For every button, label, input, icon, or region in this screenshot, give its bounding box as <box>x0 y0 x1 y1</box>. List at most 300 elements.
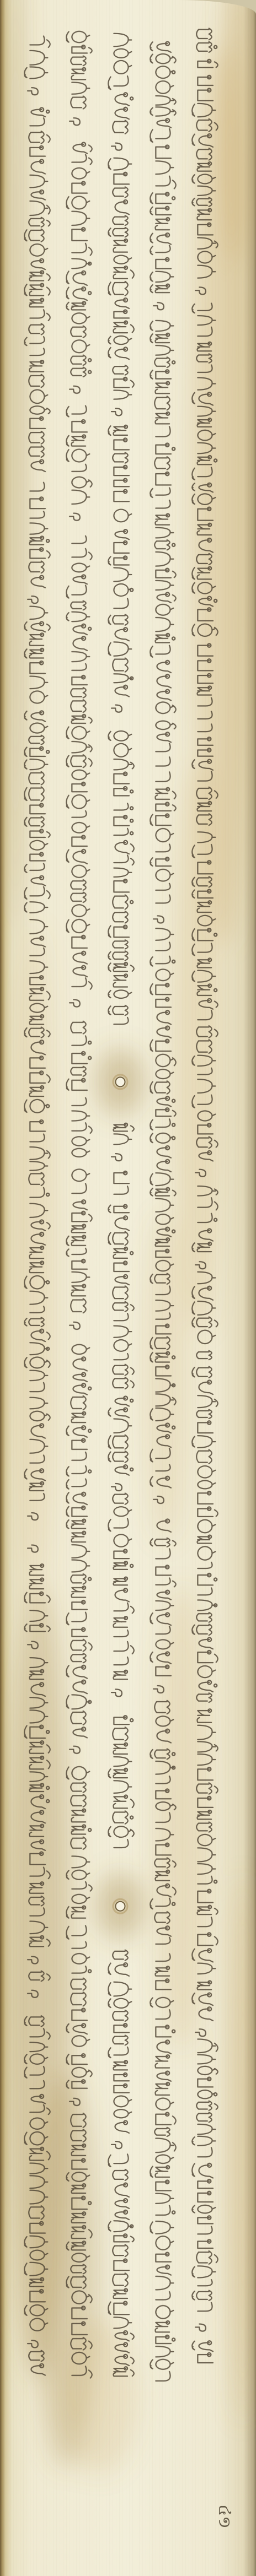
script-glyph <box>108 1451 128 1463</box>
script-glyph <box>113 215 128 225</box>
script-glyph <box>114 1642 134 1654</box>
script-glyph <box>113 2273 128 2286</box>
script-glyph <box>114 49 131 58</box>
script-glyph <box>114 510 131 522</box>
script-glyph <box>113 1561 133 1570</box>
punctuation-khan <box>195 2324 206 2331</box>
script-glyph <box>30 841 47 850</box>
script-glyph <box>66 795 89 809</box>
script-glyph <box>156 1199 173 1212</box>
punctuation-khan <box>70 118 80 125</box>
punctuation-khan <box>111 143 122 150</box>
script-glyph <box>198 2227 212 2234</box>
script-glyph <box>113 2035 128 2045</box>
script-glyph <box>156 2138 175 2152</box>
script-glyph <box>156 2306 173 2318</box>
script-glyph <box>156 528 173 538</box>
script-glyph <box>115 2120 129 2133</box>
script-glyph <box>155 2082 169 2095</box>
script-glyph <box>113 1493 128 1504</box>
script-glyph <box>114 1313 128 1321</box>
script-glyph <box>72 181 87 193</box>
script-glyph <box>113 2288 127 2298</box>
script-glyph <box>157 2265 170 2275</box>
script-glyph <box>115 1465 133 1475</box>
punctuation-khan <box>70 1322 80 1329</box>
script-glyph <box>114 466 129 475</box>
script-glyph <box>150 814 171 825</box>
script-glyph <box>113 895 133 909</box>
script-glyph <box>114 377 134 387</box>
script-glyph <box>66 1079 87 1090</box>
script-glyph <box>150 192 175 203</box>
script-glyph <box>114 390 131 399</box>
script-glyph <box>71 892 86 902</box>
script-glyph <box>115 107 129 119</box>
script-glyph <box>31 160 45 174</box>
script-glyph <box>108 76 128 89</box>
script-glyph <box>113 1795 134 1809</box>
script-glyph <box>72 1111 89 1121</box>
script-glyph <box>24 864 44 873</box>
script-glyph <box>114 541 129 553</box>
script-glyph <box>72 822 89 833</box>
script-glyph <box>114 759 134 770</box>
script-glyph <box>156 2155 173 2163</box>
script-glyph <box>72 1149 89 1157</box>
script-glyph <box>72 313 89 323</box>
script-glyph <box>72 905 89 916</box>
stain <box>229 1873 256 2424</box>
script-glyph <box>150 42 171 52</box>
script-glyph <box>197 1535 211 1544</box>
script-glyph <box>115 1397 133 1406</box>
script-glyph <box>114 1419 131 1433</box>
script-glyph <box>73 1727 87 1738</box>
script-glyph <box>30 416 45 428</box>
script-glyph <box>192 1436 215 1448</box>
script-glyph <box>29 375 44 387</box>
script-glyph <box>66 1466 91 1476</box>
punctuation-khan <box>153 916 164 923</box>
script-glyph <box>73 636 87 651</box>
script-glyph <box>198 1546 215 1560</box>
script-glyph <box>71 1412 86 1422</box>
script-glyph <box>156 1549 170 1558</box>
script-glyph <box>108 425 127 435</box>
script-glyph <box>156 2253 171 2262</box>
script-glyph <box>155 2055 169 2068</box>
script-glyph <box>150 1081 170 1094</box>
script-glyph <box>30 829 50 837</box>
script-glyph <box>30 389 47 403</box>
script-glyph <box>157 1590 170 1600</box>
script-glyph <box>114 1326 131 1338</box>
script-glyph <box>108 614 128 625</box>
punctuation-khan <box>28 596 38 603</box>
script-glyph <box>114 1340 131 1351</box>
script-glyph <box>71 1298 86 1313</box>
script-glyph <box>71 326 86 338</box>
script-glyph <box>72 1123 92 1133</box>
script-glyph <box>150 233 171 244</box>
script-glyph <box>150 857 171 866</box>
string-hole <box>116 1902 125 1911</box>
punctuation-khan <box>111 1484 122 1491</box>
script-glyph <box>157 1096 175 1106</box>
script-glyph <box>192 2341 213 2351</box>
script-glyph <box>114 1018 128 1024</box>
script-glyph <box>150 333 169 343</box>
script-glyph <box>24 816 44 827</box>
script-glyph <box>196 42 217 52</box>
script-glyph <box>72 564 89 572</box>
script-glyph <box>66 1612 86 1625</box>
manuscript-line <box>150 42 176 2381</box>
script-glyph <box>30 607 47 619</box>
script-glyph <box>150 1133 175 1143</box>
punctuation-khan <box>153 302 164 310</box>
script-glyph <box>114 1534 131 1546</box>
script-glyph <box>157 118 170 127</box>
script-glyph <box>157 1026 170 1038</box>
script-glyph <box>114 1781 131 1793</box>
script-glyph <box>108 2047 128 2058</box>
script-glyph <box>157 1146 170 1158</box>
script-glyph <box>108 1519 128 1531</box>
script-glyph <box>154 540 175 550</box>
script-glyph <box>72 2009 87 2021</box>
script-glyph <box>196 1612 212 1622</box>
script-glyph <box>66 919 89 933</box>
script-glyph <box>113 120 128 133</box>
script-glyph <box>157 593 175 603</box>
stain <box>154 1587 210 2049</box>
script-glyph <box>24 746 49 756</box>
script-glyph <box>71 1653 86 1663</box>
script-glyph <box>30 691 47 703</box>
script-glyph <box>198 2353 213 2363</box>
script-glyph <box>192 2205 215 2214</box>
script-glyph <box>198 2239 213 2248</box>
script-glyph <box>113 2060 127 2070</box>
script-glyph <box>157 661 170 673</box>
script-glyph <box>198 1573 217 1585</box>
script-glyph <box>115 200 129 214</box>
script-glyph <box>199 1380 212 1394</box>
script-glyph <box>72 1600 87 1609</box>
script-glyph <box>157 674 170 688</box>
script-glyph <box>156 258 171 269</box>
script-glyph <box>157 2040 170 2054</box>
stain <box>143 1212 188 1543</box>
script-glyph <box>156 969 173 981</box>
script-glyph <box>156 2335 175 2344</box>
script-glyph <box>156 2194 173 2204</box>
script-glyph <box>108 556 129 565</box>
script-glyph <box>114 2109 131 2118</box>
script-glyph <box>30 483 44 491</box>
script-glyph <box>29 536 49 544</box>
script-glyph <box>66 849 87 864</box>
script-glyph <box>150 1119 175 1130</box>
script-glyph <box>31 107 49 116</box>
script-glyph <box>198 2077 213 2087</box>
script-glyph <box>114 674 133 683</box>
script-glyph <box>31 876 45 886</box>
script-glyph <box>66 435 86 446</box>
script-glyph <box>72 1942 86 1949</box>
script-glyph <box>108 1005 128 1015</box>
script-glyph <box>72 675 87 685</box>
script-glyph <box>71 1285 86 1296</box>
script-glyph <box>156 472 171 485</box>
script-glyph <box>157 690 170 701</box>
script-glyph <box>72 1452 86 1460</box>
script-glyph <box>198 75 213 85</box>
script-glyph <box>71 688 86 698</box>
script-glyph <box>113 911 128 923</box>
script-glyph <box>114 1715 133 1724</box>
script-glyph <box>114 787 133 795</box>
script-glyph <box>150 107 176 116</box>
script-glyph <box>108 1826 134 1837</box>
script-glyph <box>113 940 128 949</box>
script-glyph <box>156 757 170 766</box>
script-glyph <box>198 1421 213 1433</box>
script-glyph <box>29 360 44 372</box>
script-glyph <box>66 196 89 209</box>
script-glyph <box>24 284 50 296</box>
script-glyph <box>108 1435 128 1449</box>
script-glyph <box>73 1680 87 1694</box>
script-glyph <box>115 2183 129 2197</box>
script-glyph <box>156 844 170 852</box>
script-glyph <box>72 82 89 94</box>
script-glyph <box>72 2036 89 2046</box>
script-glyph <box>73 575 87 584</box>
script-glyph <box>150 207 171 215</box>
script-glyph <box>198 2147 212 2157</box>
script-glyph <box>156 2113 175 2125</box>
script-glyph <box>73 1200 87 1210</box>
punctuation-khan <box>28 88 38 95</box>
script-glyph <box>66 450 89 462</box>
script-glyph <box>198 2216 213 2223</box>
script-glyph <box>198 1330 215 1344</box>
page-number: ៤១ <box>215 2504 234 2529</box>
script-glyph <box>114 803 133 810</box>
script-glyph <box>198 1562 212 1568</box>
script-glyph <box>108 951 128 960</box>
script-glyph <box>108 347 129 359</box>
script-glyph <box>108 731 131 741</box>
script-glyph <box>71 355 91 366</box>
script-glyph <box>72 782 87 792</box>
script-glyph <box>155 412 169 424</box>
script-glyph <box>29 218 50 227</box>
script-glyph <box>156 2180 171 2191</box>
script-glyph <box>71 1837 86 1849</box>
script-glyph <box>30 51 47 65</box>
script-glyph <box>31 460 45 472</box>
script-glyph <box>30 661 45 673</box>
script-glyph <box>24 229 44 242</box>
script-glyph <box>192 2136 215 2146</box>
script-glyph <box>150 370 171 378</box>
script-glyph <box>156 743 170 751</box>
script-glyph <box>155 514 169 525</box>
script-glyph <box>115 1216 129 1230</box>
script-glyph <box>156 721 175 729</box>
script-glyph <box>154 396 170 410</box>
script-glyph <box>30 497 45 508</box>
script-glyph <box>150 54 176 63</box>
script-glyph <box>196 2101 218 2110</box>
script-glyph <box>114 2023 129 2032</box>
script-glyph <box>72 1036 91 1045</box>
script-glyph <box>196 28 212 40</box>
script-glyph <box>113 1670 127 1679</box>
script-glyph <box>66 612 89 622</box>
script-glyph <box>156 443 175 454</box>
script-glyph <box>114 2317 131 2328</box>
script-glyph <box>156 96 175 105</box>
script-glyph <box>113 1950 128 1961</box>
script-glyph <box>72 1882 92 1891</box>
script-glyph <box>72 1953 89 1964</box>
script-glyph <box>113 1302 134 1312</box>
punctuation-khan <box>111 1689 122 1696</box>
script-glyph <box>30 511 44 518</box>
script-glyph <box>108 228 128 237</box>
script-glyph <box>72 340 89 353</box>
script-glyph <box>114 815 133 826</box>
script-glyph <box>156 66 175 78</box>
script-glyph <box>156 176 175 189</box>
script-glyph <box>31 576 45 588</box>
script-glyph <box>114 256 131 264</box>
script-glyph <box>150 2221 173 2234</box>
script-glyph <box>66 727 89 739</box>
script-glyph <box>198 1395 217 1408</box>
script-glyph <box>108 1963 129 1976</box>
script-glyph <box>108 1205 129 1213</box>
script-glyph <box>24 67 47 78</box>
script-glyph <box>71 68 86 80</box>
script-glyph <box>114 61 131 74</box>
script-glyph <box>72 1259 87 1269</box>
script-glyph <box>30 348 44 355</box>
script-glyph <box>72 228 87 241</box>
script-glyph <box>113 1123 134 1132</box>
string-hole <box>116 1077 125 1086</box>
script-glyph <box>72 549 92 560</box>
script-glyph <box>66 1479 86 1489</box>
script-glyph <box>113 266 134 279</box>
script-glyph <box>113 365 128 375</box>
script-glyph <box>150 956 175 966</box>
script-glyph <box>71 1396 86 1410</box>
script-glyph <box>156 581 173 590</box>
script-glyph <box>72 1628 87 1637</box>
script-glyph <box>113 1743 127 1754</box>
script-glyph <box>72 1272 89 1282</box>
script-glyph <box>115 1588 129 1601</box>
script-glyph <box>156 2372 170 2381</box>
punctuation-khan <box>70 513 80 521</box>
script-glyph <box>66 287 91 300</box>
script-glyph <box>198 2124 215 2134</box>
script-glyph <box>73 966 87 977</box>
script-glyph <box>24 787 44 801</box>
script-glyph <box>108 926 129 938</box>
script-glyph <box>192 1367 212 1378</box>
script-glyph <box>24 337 44 345</box>
script-glyph <box>114 1354 128 1360</box>
script-glyph <box>71 1794 86 1807</box>
script-glyph <box>108 1768 127 1778</box>
script-glyph <box>72 1345 89 1354</box>
script-glyph <box>66 1492 87 1505</box>
script-glyph <box>31 259 45 269</box>
script-glyph <box>72 45 92 53</box>
script-glyph <box>114 772 129 784</box>
script-glyph <box>73 143 92 154</box>
script-glyph <box>71 1711 86 1725</box>
script-glyph <box>154 2128 170 2136</box>
script-glyph <box>72 477 92 488</box>
script-glyph <box>30 118 44 126</box>
script-glyph <box>115 1275 129 1285</box>
script-glyph <box>198 1588 212 1595</box>
script-glyph <box>156 1565 171 1575</box>
script-glyph <box>71 96 86 109</box>
script-glyph <box>114 172 129 185</box>
script-glyph <box>156 1578 175 1587</box>
script-glyph <box>150 1613 171 1626</box>
script-glyph <box>115 627 129 641</box>
script-glyph <box>114 2073 129 2081</box>
script-glyph <box>71 367 91 377</box>
script-glyph <box>198 1507 217 1516</box>
script-glyph <box>72 1169 89 1181</box>
script-glyph <box>71 1825 91 1834</box>
script-glyph <box>108 962 134 971</box>
script-glyph <box>72 1560 89 1572</box>
script-glyph <box>72 536 86 544</box>
manuscript-line <box>108 1950 134 2377</box>
script-glyph <box>113 1247 133 1258</box>
script-glyph <box>72 1856 89 1868</box>
script-glyph <box>72 168 89 179</box>
script-glyph <box>29 324 44 335</box>
script-glyph <box>115 685 129 697</box>
script-glyph <box>66 1235 86 1245</box>
script-glyph <box>157 2071 170 2081</box>
script-glyph <box>114 1603 134 1614</box>
script-glyph <box>155 382 169 394</box>
script-glyph <box>150 2166 169 2177</box>
script-glyph <box>72 1439 87 1449</box>
script-glyph <box>24 887 50 899</box>
script-glyph <box>72 464 86 472</box>
script-glyph <box>72 2068 92 2077</box>
script-glyph <box>71 880 86 890</box>
script-glyph <box>72 811 86 818</box>
script-glyph <box>198 1520 215 1533</box>
script-glyph <box>72 742 92 753</box>
